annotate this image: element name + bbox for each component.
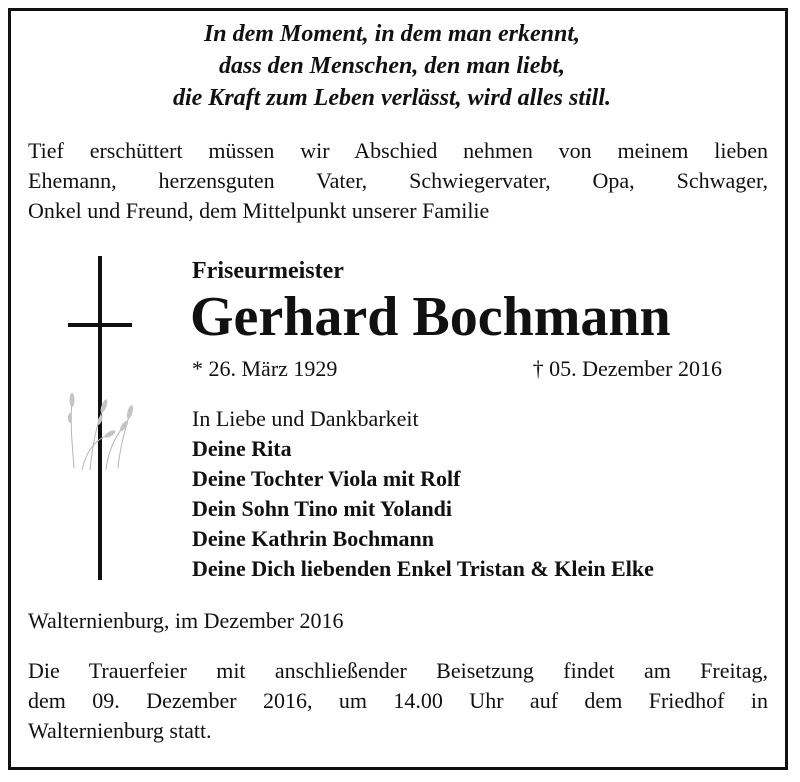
mourner: Dein Sohn Tino mit Yolandi [192,496,453,521]
deceased-title: Friseurmeister [192,258,344,284]
birth-date: * 26. März 1929 [192,356,338,381]
mourner: Deine Tochter Viola mit Rolf [192,466,461,491]
mourner: Deine Kathrin Bochmann [192,526,435,551]
funeral-line: Die Trauerfeier mit anschließender Beisetzung findet am Freitag, [28,658,768,683]
poem-line: die Kraft zum Leben verlässt, wird alles still. [172,85,611,111]
cross-bar [68,323,132,327]
intro-line: Ehemann, herzensguten Vater, Schwiegervater, Opa, Schwager, [28,168,768,193]
mourners-list [192,404,654,584]
intro-text [28,136,768,226]
funeral-info [28,656,768,746]
mourner: Deine Rita [192,436,292,461]
grass-icon [60,382,150,472]
funeral-line: dem 09. Dezember 2016, um 14.00 Uhr auf dem Friedhof in [28,688,768,713]
intro-line: Onkel und Freund, dem Mittelpunkt unserer Familie [28,198,490,223]
poem [0,18,784,114]
death-date: † 05. Dezember 2016 [532,356,722,381]
mourner: Deine Dich liebenden Enkel Tristan & Klein Elke [192,556,654,581]
deceased-name: Gerhard Bochmann [190,286,671,348]
funeral-line: Walternienburg statt. [28,718,212,743]
mourners-intro: In Liebe und Dankbarkeit [192,406,419,431]
poem-line: dass den Menschen, den man liebt, [218,53,566,79]
place-date: Walternienburg, im Dezember 2016 [28,608,344,633]
intro-line: Tief erschüttert müssen wir Abschied nehmen von meinem lieben [28,138,768,163]
poem-line: In dem Moment, in dem man erkennt, [203,21,581,47]
